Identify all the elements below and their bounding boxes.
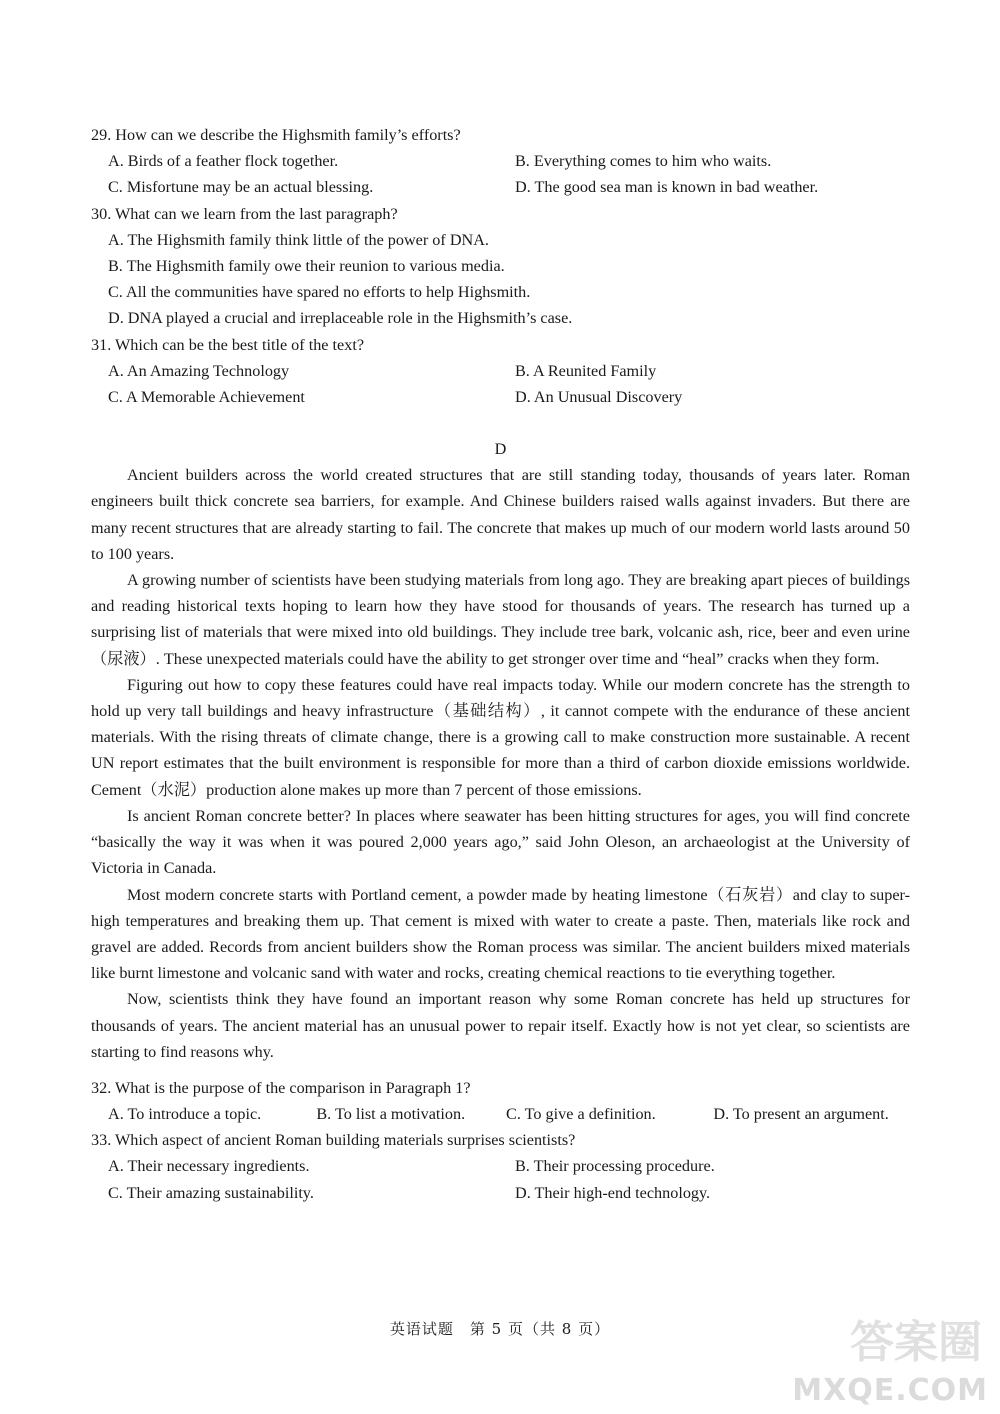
passage-paragraph-4: Is ancient Roman concrete better? In places where seawater has been hitting structures for ages, you will find concrete “basically the way it was when it was poured 2,000 years ago,” said John Oleson, an archaeologist at the University of Victoria in Canada.	[91, 806, 910, 878]
question-32-option-a: A. To introduce a topic.	[108, 1105, 262, 1124]
passage-paragraph-1: Ancient builders across the world created structures that are still standing today, thousands of years later. Roman engineers built thick concrete sea barriers, for example. And Chinese builders raised walls against invaders. But there are many recent structures that are already starting to fail. The concrete that makes up much of our modern world lasts around 50 to 100 years.	[91, 466, 910, 563]
question-33-option-d: D. Their high-end technology.	[515, 1183, 711, 1202]
question-30-stem: 30. What can we learn from the last paragraph?	[91, 204, 398, 223]
question-30-option-b: B. The Highsmith family owe their reunion to various media.	[108, 256, 505, 275]
question-31-option-c: C. A Memorable Achievement	[108, 387, 305, 406]
question-32-option-b: B. To list a motivation.	[316, 1105, 466, 1124]
question-29-options-row-2	[91, 174, 910, 200]
watermark-logo	[782, 1300, 992, 1410]
question-31-option-b: B. A Reunited Family	[515, 361, 657, 380]
watermark-logo-mark: 答案圈	[850, 1317, 982, 1368]
question-33-stem: 33. Which aspect of ancient Roman building materials surprises scientists?	[91, 1131, 576, 1150]
question-29-option-d: D. The good sea man is known in bad weather.	[515, 178, 819, 197]
question-30-option-a: A. The Highsmith family think little of the power of DNA.	[108, 230, 489, 249]
question-29-options-row-1	[91, 148, 910, 174]
question-33-options-row-1	[91, 1153, 910, 1179]
passage-paragraph-5: Most modern concrete starts with Portland cement, a powder made by heating limestone（石灰岩）and clay to super-high temperatures and breaking them up. That cement is mixed with water to create a paste. Then, materials like rock and gravel are added. Records from ancient builders show the Roman process was similar. The ancient builders mixed materials like burnt limestone and volcanic sand with water and rocks, creating chemical reactions to tie everything together.	[91, 885, 910, 983]
question-31-option-d: D. An Unusual Discovery	[515, 387, 683, 406]
question-29-stem: 29. How can we describe the Highsmith family’s efforts?	[91, 126, 461, 144]
question-30-option-c: C. All the communities have spared no efforts to help Highsmith.	[108, 283, 531, 302]
question-31-options-row-2	[91, 384, 910, 410]
question-33-option-c: C. Their amazing sustainability.	[108, 1183, 314, 1202]
section-heading: D	[494, 440, 507, 459]
question-33-option-b: B. Their processing procedure.	[515, 1157, 715, 1176]
question-31-option-a: A. An Amazing Technology	[108, 361, 290, 380]
passage-paragraph-3: Figuring out how to copy these features could have real impacts today. While our modern concrete has the strength to hold up very tall buildings and heavy infrastructure（基础结构）, it cannot compete with the endurance of these ancient materials. With the rising threats of climate change, there is a growing call to make construction more sustainable. A recent UN report estimates that the built environment is responsible for more than a third of carbon dioxide emissions worldwide. Cement（水泥）production alone makes up more than 7 percent of those emissions.	[91, 675, 910, 799]
question-30-option-d: D. DNA played a crucial and irreplaceable role in the Highsmith’s case.	[108, 309, 573, 328]
question-29-option-b: B. Everything comes to him who waits.	[515, 152, 772, 171]
question-31-options-row-1	[91, 358, 910, 384]
watermark-site-text: MXQE.COM	[792, 1373, 988, 1408]
exam-page	[91, 122, 910, 1206]
question-29-option-c: C. Misfortune may be an actual blessing.	[108, 178, 374, 197]
question-33-options-row-2	[91, 1180, 910, 1206]
spacer	[91, 1065, 910, 1075]
question-32-stem: 32. What is the purpose of the comparison in Paragraph 1?	[91, 1078, 471, 1097]
passage-paragraph-2: A growing number of scientists have been studying materials from long ago. They are breaking apart pieces of buildings and reading historical texts hoping to learn how they have stood for thousands of years. The research has turned up a surprising list of materials that were mixed into old buildings. They include tree bark, volcanic ash, rice, beer and even urine（尿液）. These unexpected materials could have the ability to get stronger over time and “heal” cracks when they form.	[91, 571, 910, 668]
question-29-option-a: A. Birds of a feather flock together.	[108, 152, 339, 171]
passage-paragraph-6: Now, scientists think they have found an important reason why some Roman concrete has held up structures for thousands of years. The ancient material has an unusual power to repair itself. Exactly how is not yet clear, so scientists are starting to find reasons why.	[91, 990, 910, 1061]
question-32-option-d: D. To present an argument.	[713, 1105, 889, 1124]
question-33-option-a: A. Their necessary ingredients.	[108, 1157, 310, 1176]
question-32-option-c: C. To give a definition.	[506, 1105, 656, 1124]
page-footer: 英语试题 第 5 页（共 8 页）	[389, 1320, 611, 1338]
question-31-stem: 31. Which can be the best title of the text?	[91, 335, 364, 354]
question-32-options-row	[91, 1101, 910, 1127]
